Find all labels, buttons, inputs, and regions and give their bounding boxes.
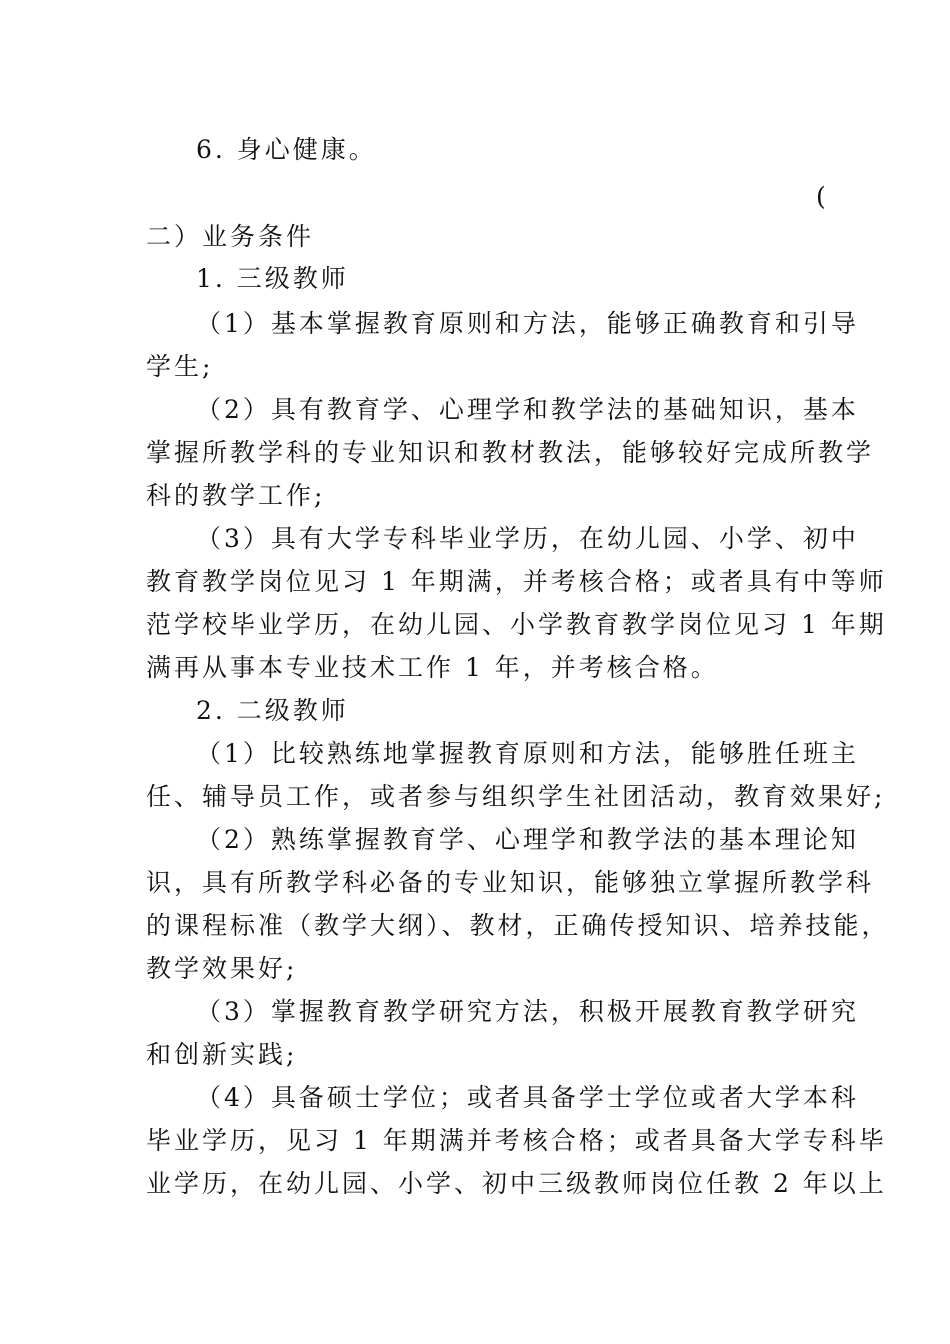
paragraph-line: 识，具有所教学科必备的专业知识，能够独立掌握所教学科 <box>146 868 875 897</box>
paragraph-line: （4）具备硕士学位；或者具备学士学位或者大学本科 <box>196 1083 859 1112</box>
section-heading-business-conditions: 二）业务条件 <box>146 222 315 251</box>
paragraph-line: 范学校毕业学历，在幼儿园、小学教育教学岗位见习 1 年期 <box>146 610 887 639</box>
paragraph-line: 和创新实践; <box>146 1040 298 1069</box>
subheading-level-3-teacher: 1. 三级教师 <box>196 264 349 293</box>
stray-parenthesis: ( <box>816 182 829 211</box>
paragraph-line: 业学历，在幼儿园、小学、初中三级教师岗位任教 2 年以上 <box>146 1169 887 1198</box>
paragraph-line: 的课程标准（教学大纲）、教材，正确传授知识、培养技能， <box>146 911 890 940</box>
paragraph-line: 学生; <box>146 352 214 381</box>
paragraph-line: 科的教学工作; <box>146 481 326 510</box>
paragraph-line: （3）掌握教育教学研究方法，积极开展教育教学研究 <box>196 997 859 1026</box>
paragraph-line: （1）基本掌握教育原则和方法，能够正确教育和引导 <box>196 309 859 338</box>
paragraph-line: 任、辅导员工作，或者参与组织学生社团活动，教育效果好; <box>146 782 886 811</box>
item-6-health: 6. 身心健康。 <box>196 135 377 164</box>
paragraph-line: 掌握所教学科的专业知识和教材教法，能够较好完成所教学 <box>146 438 875 467</box>
subheading-level-2-teacher: 2. 二级教师 <box>196 696 349 725</box>
paragraph-line: 教育教学岗位见习 1 年期满，并考核合格；或者具有中等师 <box>146 567 887 596</box>
paragraph-line: （1）比较熟练地掌握教育原则和方法，能够胜任班主 <box>196 739 859 768</box>
paragraph-line: 教学效果好; <box>146 954 298 983</box>
paragraph-line: （3）具有大学专科毕业学历，在幼儿园、小学、初中 <box>196 524 859 553</box>
paragraph-line: （2）具有教育学、心理学和教学法的基础知识，基本 <box>196 395 859 424</box>
paragraph-line: 毕业学历，见习 1 年期满并考核合格；或者具备大学专科毕 <box>146 1126 887 1155</box>
paragraph-line: （2）熟练掌握教育学、心理学和教学法的基本理论知 <box>196 825 859 854</box>
paragraph-line: 满再从事本专业技术工作 1 年，并考核合格。 <box>146 653 719 682</box>
